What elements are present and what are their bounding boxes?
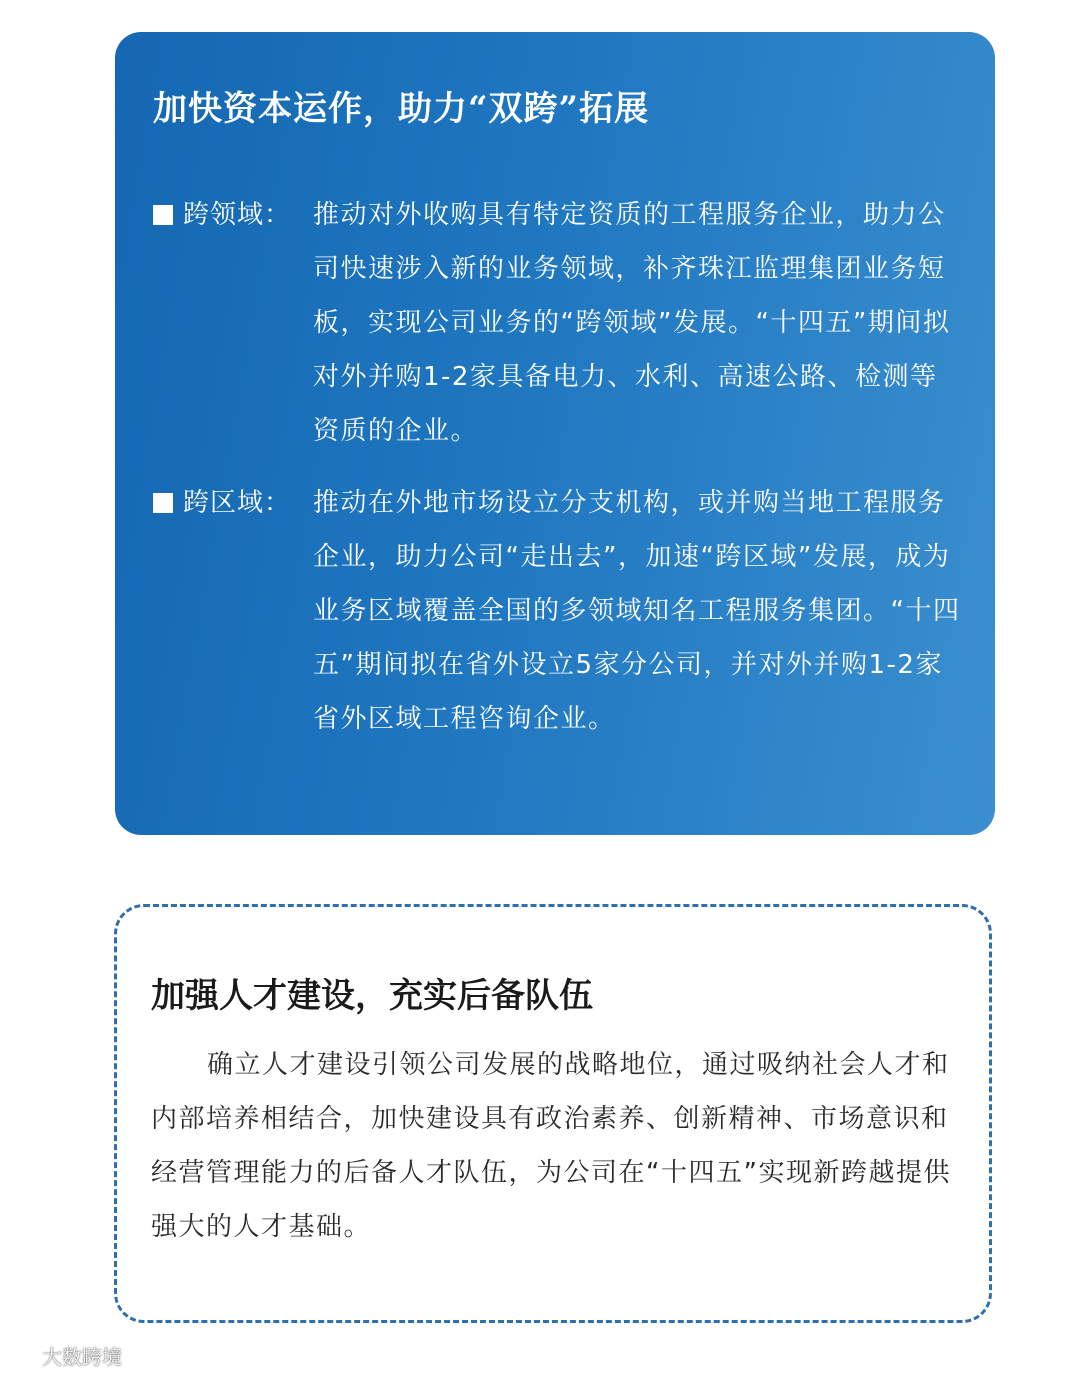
capital-operation-card xyxy=(115,32,995,835)
bullet-square-icon xyxy=(153,205,173,225)
card-text: 确立人才建设引领公司发展的战略地位，通过吸纳社会人才和内部培养相结合，加快建设具有政治素养、创新精神、市场意识和经营管理能力的后备人才队伍，为公司在“十四五”实现新跨越提供强大的人才基础。 xyxy=(151,1050,951,1242)
talent-building-card xyxy=(114,904,992,1323)
weibo-logo-icon xyxy=(6,1342,36,1368)
bullet-square-icon xyxy=(153,493,173,513)
item-text: 推动在外地市场设立分支机构，或并购当地工程服务企业，助力公司“走出去”，加速“跨区域”发展，成为业务区域覆盖全国的多领域知名工程服务集团。“十四五”期间拟在省外设立5家分公司，并对外并购1-2家省外区域工程咨询企业。 xyxy=(313,488,961,734)
item-label-row xyxy=(153,476,291,530)
item-label: 跨领域： xyxy=(183,200,292,230)
item-text: 推动对外收购具有特定资质的工程服务企业，助力公司快速涉入新的业务领域，补齐珠江监理集团业务短板，实现公司业务的“跨领域”发展。“十四五”期间拟对外并购1-2家具备电力、水利、高速公路、检测等资质的企业。 xyxy=(313,200,951,446)
card-title: 加快资本运作，助力“双跨”拓展 xyxy=(153,89,650,129)
card-title: 加强人才建设，充实后备队伍 xyxy=(151,976,593,1016)
item-label: 跨区域： xyxy=(183,488,292,518)
watermark xyxy=(6,1340,122,1370)
watermark-text: 大数跨境 xyxy=(42,1344,122,1369)
item-label-row xyxy=(153,188,291,242)
